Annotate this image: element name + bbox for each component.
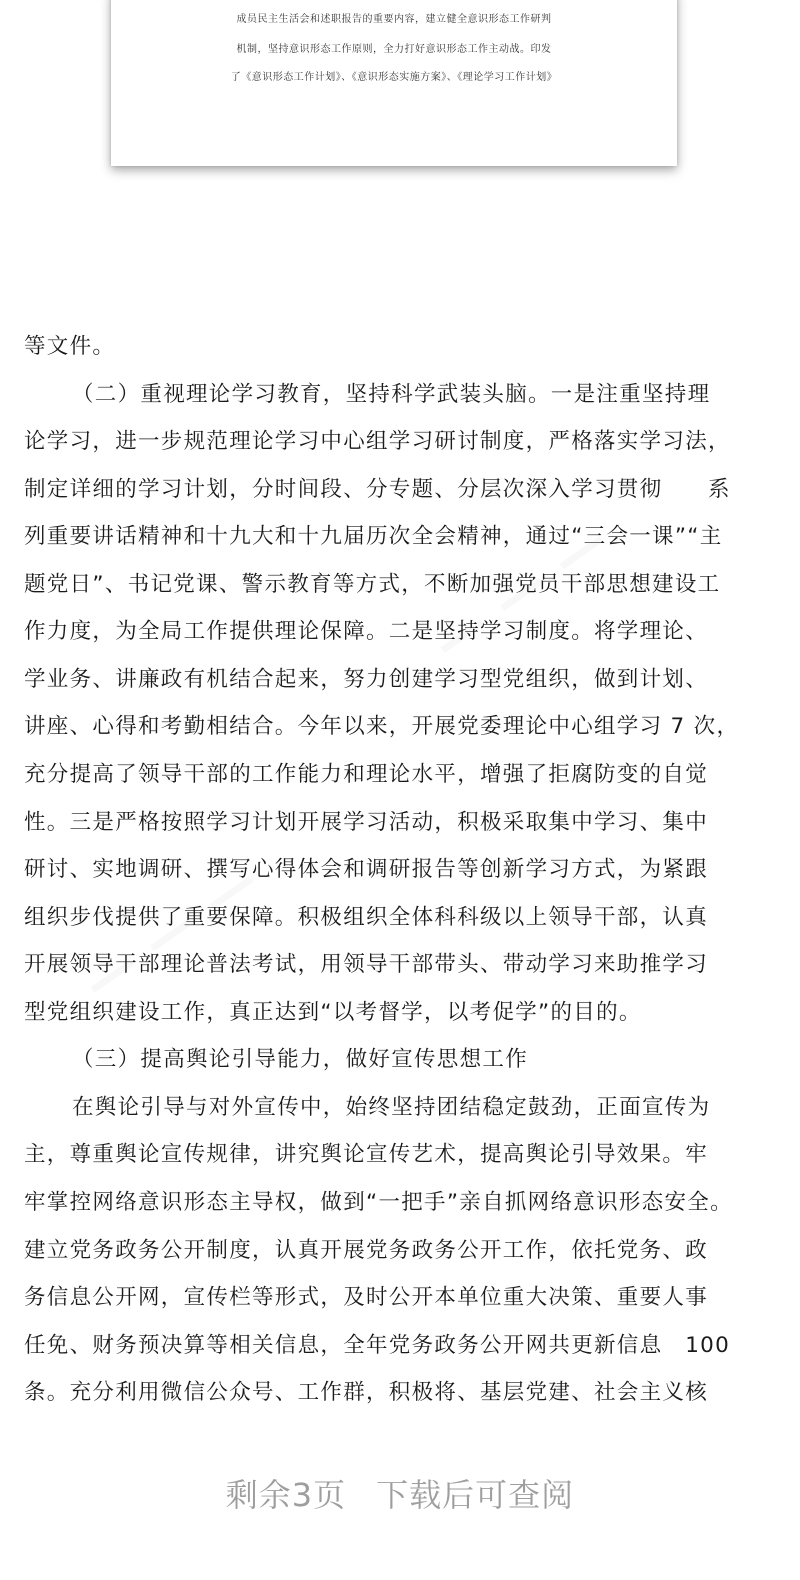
paragraph-line: 研讨、实地调研、撰写心得体会和调研报告等创新学习方式，为紧跟 <box>24 857 709 882</box>
paragraph-line: 条。充分利用微信公众号、工作群，积极将、基层党建、社会主义核 <box>24 1380 709 1405</box>
paragraph-line: 制定详细的学习计划，分时间段、分专题、分层次深入学习贯彻 系 <box>24 477 731 502</box>
paragraph-line: 型党组织建设工作，真正达到“以考督学，以考促学”的目的。 <box>24 1000 642 1025</box>
paragraph-line: 建立党务政务公开制度，认真开展党务政务公开工作，依托党务、政 <box>24 1238 709 1263</box>
paragraph-line: 组织步伐提供了重要保障。积极组织全体科科级以上领导干部，认真 <box>24 905 709 930</box>
download-prompt[interactable] <box>0 1470 800 1516</box>
paragraph-line: 性。三是严格按照学习计划开展学习活动，积极采取集中学习、集中 <box>24 810 709 835</box>
paragraph-line: 在舆论引导与对外宣传中，始终坚持团结稳定鼓劲，正面宣传为 <box>72 1095 711 1120</box>
section-heading: （二）重视理论学习教育，坚持科学武装头脑。一是注重坚持理 <box>72 382 711 407</box>
paragraph-line: 题党日”、书记党课、警示教育等方式，不断加强党员干部思想建设工 <box>24 572 721 597</box>
download-hint-label: 下载后可查阅 <box>376 1476 575 1514</box>
watermark: — — — <box>69 848 270 1015</box>
paragraph-line: 作力度，为全局工作提供理论保障。二是坚持学习制度。将学理论、 <box>24 619 709 644</box>
paragraph-line: 牢掌控网络意识形态主导权，做到“一把手”亲自抓网络意识形态安全。 <box>24 1190 733 1215</box>
watermark: — — — <box>419 508 620 675</box>
paragraph-line: 论学习，进一步规范理论学习中心组学习研讨制度，严格落实学习法， <box>24 429 731 454</box>
paragraph-line: 务信息公开网，宣传栏等形式，及时公开本单位重大决策、重要人事 <box>24 1285 709 1310</box>
remaining-pages-label: 剩余3页 <box>225 1476 347 1514</box>
paragraph-line: 列重要讲话精神和十九大和十九届历次全会精神，通过“三会一课”“主 <box>24 524 723 549</box>
preview-card-line: 成员民主生活会和述职报告的重要内容，建立健全意识形态工作研判 <box>236 14 552 25</box>
section-heading: （三）提高舆论引导能力，做好宣传思想工作 <box>72 1047 529 1072</box>
paragraph-line: 任免、财务预决算等相关信息，全年党务政务公开网共更新信息 100 <box>24 1333 731 1358</box>
paragraph-line: 讲座、心得和考勤相结合。今年以来，开展党委理论中心组学习 7 次， <box>24 714 740 739</box>
preview-card <box>111 0 677 166</box>
paragraph-line: 充分提高了领导干部的工作能力和理论水平，增强了拒腐防变的自觉 <box>24 762 709 787</box>
paragraph-line: 等文件。 <box>24 334 116 359</box>
paragraph-line: 学业务、讲廉政有机结合起来，努力创建学习型党组织，做到计划、 <box>24 667 709 692</box>
preview-card-line: 了《意识形态工作计划》、《意识形态实施方案》、《理论学习工作计划》 <box>230 72 558 83</box>
paragraph-line: 主，尊重舆论宣传规律，讲究舆论宣传艺术，提高舆论引导效果。牢 <box>24 1142 709 1167</box>
preview-card-line: 机制，坚持意识形态工作原则，全力打好意识形态工作主动战。印发 <box>236 44 552 55</box>
paragraph-line: 开展领导干部理论普法考试，用领导干部带头、带动学习来助推学习 <box>24 952 709 977</box>
